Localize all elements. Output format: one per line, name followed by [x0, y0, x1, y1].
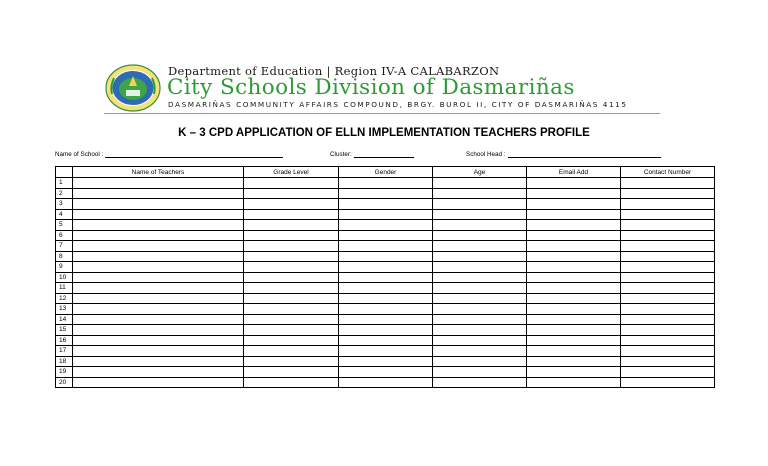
row-number: 8: [56, 251, 73, 262]
email-cell[interactable]: [527, 220, 621, 231]
grade-level-cell[interactable]: [244, 272, 339, 283]
name-cell[interactable]: [73, 241, 244, 252]
age-cell[interactable]: [433, 356, 527, 367]
column-header-grade-level: Grade Level: [244, 167, 339, 178]
grade-level-cell[interactable]: [244, 314, 339, 325]
grade-level-cell[interactable]: [244, 209, 339, 220]
grade-level-cell[interactable]: [244, 220, 339, 231]
letterhead: [104, 62, 664, 112]
name-cell[interactable]: [73, 251, 244, 262]
grade-level-cell[interactable]: [244, 251, 339, 262]
age-cell[interactable]: [433, 272, 527, 283]
row-number: 3: [56, 199, 73, 210]
contact-cell[interactable]: [621, 367, 715, 378]
gender-cell[interactable]: [339, 356, 433, 367]
table-row: [56, 293, 715, 304]
email-cell[interactable]: [527, 241, 621, 252]
age-cell[interactable]: [433, 262, 527, 273]
school-name-label: Name of School :: [55, 151, 104, 158]
name-cell[interactable]: [73, 209, 244, 220]
age-cell[interactable]: [433, 346, 527, 357]
gender-cell[interactable]: [339, 314, 433, 325]
name-cell[interactable]: [73, 199, 244, 210]
contact-cell[interactable]: [621, 272, 715, 283]
row-number: 19: [56, 367, 73, 378]
table-row: [56, 230, 715, 241]
email-cell[interactable]: [527, 335, 621, 346]
name-cell[interactable]: [73, 272, 244, 283]
name-cell[interactable]: [73, 293, 244, 304]
school-head-field: [466, 150, 661, 158]
name-cell[interactable]: [73, 325, 244, 336]
grade-level-cell[interactable]: [244, 325, 339, 336]
column-header-email: Email Add: [527, 167, 621, 178]
gender-cell[interactable]: [339, 377, 433, 388]
table-row: [56, 314, 715, 325]
email-cell[interactable]: [527, 293, 621, 304]
table-row: [56, 325, 715, 336]
header-divider: [104, 113, 660, 114]
contact-cell[interactable]: [621, 251, 715, 262]
age-cell[interactable]: [433, 188, 527, 199]
table-row: [56, 220, 715, 231]
gender-cell[interactable]: [339, 220, 433, 231]
school-name-field: [55, 150, 283, 158]
contact-cell[interactable]: [621, 377, 715, 388]
gender-cell[interactable]: [339, 325, 433, 336]
email-cell[interactable]: [527, 209, 621, 220]
row-number: 6: [56, 230, 73, 241]
row-number: 13: [56, 304, 73, 315]
row-number: 4: [56, 209, 73, 220]
age-cell[interactable]: [433, 335, 527, 346]
age-cell[interactable]: [433, 220, 527, 231]
age-cell[interactable]: [433, 199, 527, 210]
row-number: 10: [56, 272, 73, 283]
grade-level-cell[interactable]: [244, 304, 339, 315]
grade-level-cell[interactable]: [244, 188, 339, 199]
division-address: DASMARIÑAS COMMUNITY AFFAIRS COMPOUND, BRGY. BUROL II, CITY OF DASMARIÑAS 4115: [168, 100, 628, 109]
age-cell[interactable]: [433, 251, 527, 262]
grade-level-cell[interactable]: [244, 356, 339, 367]
column-header-contact: Contact Number: [621, 167, 715, 178]
row-number: 7: [56, 241, 73, 252]
email-cell[interactable]: [527, 251, 621, 262]
table-row: [56, 241, 715, 252]
table-row: [56, 188, 715, 199]
gender-cell[interactable]: [339, 335, 433, 346]
table-row: [56, 346, 715, 357]
name-cell[interactable]: [73, 220, 244, 231]
age-cell[interactable]: [433, 293, 527, 304]
name-cell[interactable]: [73, 283, 244, 294]
contact-cell[interactable]: [621, 346, 715, 357]
table-row: [56, 356, 715, 367]
email-cell[interactable]: [527, 272, 621, 283]
name-cell[interactable]: [73, 346, 244, 357]
table-row: [56, 251, 715, 262]
contact-cell[interactable]: [621, 178, 715, 189]
row-number: 14: [56, 314, 73, 325]
table-row: [56, 304, 715, 315]
teachers-profile-table: [55, 166, 715, 388]
row-number: 20: [56, 377, 73, 388]
email-cell[interactable]: [527, 356, 621, 367]
grade-level-cell[interactable]: [244, 230, 339, 241]
contact-cell[interactable]: [621, 283, 715, 294]
column-header-name: Name of Teachers: [73, 167, 244, 178]
column-header-number: [56, 167, 73, 178]
contact-cell[interactable]: [621, 325, 715, 336]
age-cell[interactable]: [433, 367, 527, 378]
email-cell[interactable]: [527, 346, 621, 357]
gender-cell[interactable]: [339, 188, 433, 199]
age-cell[interactable]: [433, 304, 527, 315]
gender-cell[interactable]: [339, 251, 433, 262]
contact-cell[interactable]: [621, 262, 715, 273]
gender-cell[interactable]: [339, 283, 433, 294]
row-number: 17: [56, 346, 73, 357]
row-number: 15: [56, 325, 73, 336]
gender-cell[interactable]: [339, 199, 433, 210]
contact-cell[interactable]: [621, 293, 715, 304]
grade-level-cell[interactable]: [244, 283, 339, 294]
name-cell[interactable]: [73, 304, 244, 315]
department-line: Department of Education | Region IV-A CALABARZON: [168, 64, 500, 78]
grade-level-cell[interactable]: [244, 241, 339, 252]
name-cell[interactable]: [73, 335, 244, 346]
table-header-row: [56, 167, 715, 178]
name-cell[interactable]: [73, 262, 244, 273]
table-row: [56, 272, 715, 283]
row-number: 12: [56, 293, 73, 304]
grade-level-cell[interactable]: [244, 335, 339, 346]
email-cell[interactable]: [527, 178, 621, 189]
contact-cell[interactable]: [621, 199, 715, 210]
age-cell[interactable]: [433, 314, 527, 325]
contact-cell[interactable]: [621, 220, 715, 231]
name-cell[interactable]: [73, 178, 244, 189]
gender-cell[interactable]: [339, 209, 433, 220]
contact-cell[interactable]: [621, 230, 715, 241]
division-name: City Schools Division of Dasmariñas: [167, 75, 575, 100]
row-number: 2: [56, 188, 73, 199]
age-cell[interactable]: [433, 230, 527, 241]
gender-cell[interactable]: [339, 230, 433, 241]
gender-cell[interactable]: [339, 367, 433, 378]
row-number: 5: [56, 220, 73, 231]
division-seal-icon: [104, 64, 162, 112]
email-cell[interactable]: [527, 199, 621, 210]
contact-cell[interactable]: [621, 209, 715, 220]
gender-cell[interactable]: [339, 272, 433, 283]
name-cell[interactable]: [73, 230, 244, 241]
gender-cell[interactable]: [339, 241, 433, 252]
table-row: [56, 178, 715, 189]
grade-level-cell[interactable]: [244, 367, 339, 378]
email-cell[interactable]: [527, 283, 621, 294]
table-row: [56, 262, 715, 273]
table-row: [56, 209, 715, 220]
cluster-field: [330, 150, 414, 158]
school-head-blank[interactable]: [508, 150, 661, 158]
row-number: 1: [56, 178, 73, 189]
age-cell[interactable]: [433, 209, 527, 220]
contact-cell[interactable]: [621, 356, 715, 367]
email-cell[interactable]: [527, 262, 621, 273]
age-cell[interactable]: [433, 241, 527, 252]
contact-cell[interactable]: [621, 241, 715, 252]
gender-cell[interactable]: [339, 293, 433, 304]
grade-level-cell[interactable]: [244, 262, 339, 273]
table-row: [56, 377, 715, 388]
row-number: 9: [56, 262, 73, 273]
email-cell[interactable]: [527, 377, 621, 388]
table-row: [56, 199, 715, 210]
cluster-blank[interactable]: [354, 150, 414, 158]
name-cell[interactable]: [73, 367, 244, 378]
row-number: 11: [56, 283, 73, 294]
school-name-blank[interactable]: [105, 150, 283, 158]
grade-level-cell[interactable]: [244, 346, 339, 357]
grade-level-cell[interactable]: [244, 377, 339, 388]
email-cell[interactable]: [527, 304, 621, 315]
age-cell[interactable]: [433, 178, 527, 189]
age-cell[interactable]: [433, 325, 527, 336]
row-number: 18: [56, 356, 73, 367]
name-cell[interactable]: [73, 356, 244, 367]
gender-cell[interactable]: [339, 262, 433, 273]
contact-cell[interactable]: [621, 304, 715, 315]
name-cell[interactable]: [73, 377, 244, 388]
gender-cell[interactable]: [339, 346, 433, 357]
school-head-label: School Head :: [466, 151, 506, 158]
age-cell[interactable]: [433, 283, 527, 294]
column-header-gender: Gender: [339, 167, 433, 178]
name-cell[interactable]: [73, 314, 244, 325]
contact-cell[interactable]: [621, 188, 715, 199]
email-cell[interactable]: [527, 325, 621, 336]
email-cell[interactable]: [527, 367, 621, 378]
gender-cell[interactable]: [339, 178, 433, 189]
cluster-label: Cluster:: [330, 151, 352, 158]
table-row: [56, 283, 715, 294]
column-header-age: Age: [433, 167, 527, 178]
grade-level-cell[interactable]: [244, 178, 339, 189]
age-cell[interactable]: [433, 377, 527, 388]
name-cell[interactable]: [73, 188, 244, 199]
table-row: [56, 335, 715, 346]
email-cell[interactable]: [527, 188, 621, 199]
contact-cell[interactable]: [621, 335, 715, 346]
grade-level-cell[interactable]: [244, 199, 339, 210]
contact-cell[interactable]: [621, 314, 715, 325]
document-title: K – 3 CPD APPLICATION OF ELLN IMPLEMENTATION TEACHERS PROFILE: [178, 127, 590, 139]
email-cell[interactable]: [527, 230, 621, 241]
table-row: [56, 367, 715, 378]
email-cell[interactable]: [527, 314, 621, 325]
grade-level-cell[interactable]: [244, 293, 339, 304]
gender-cell[interactable]: [339, 304, 433, 315]
row-number: 16: [56, 335, 73, 346]
